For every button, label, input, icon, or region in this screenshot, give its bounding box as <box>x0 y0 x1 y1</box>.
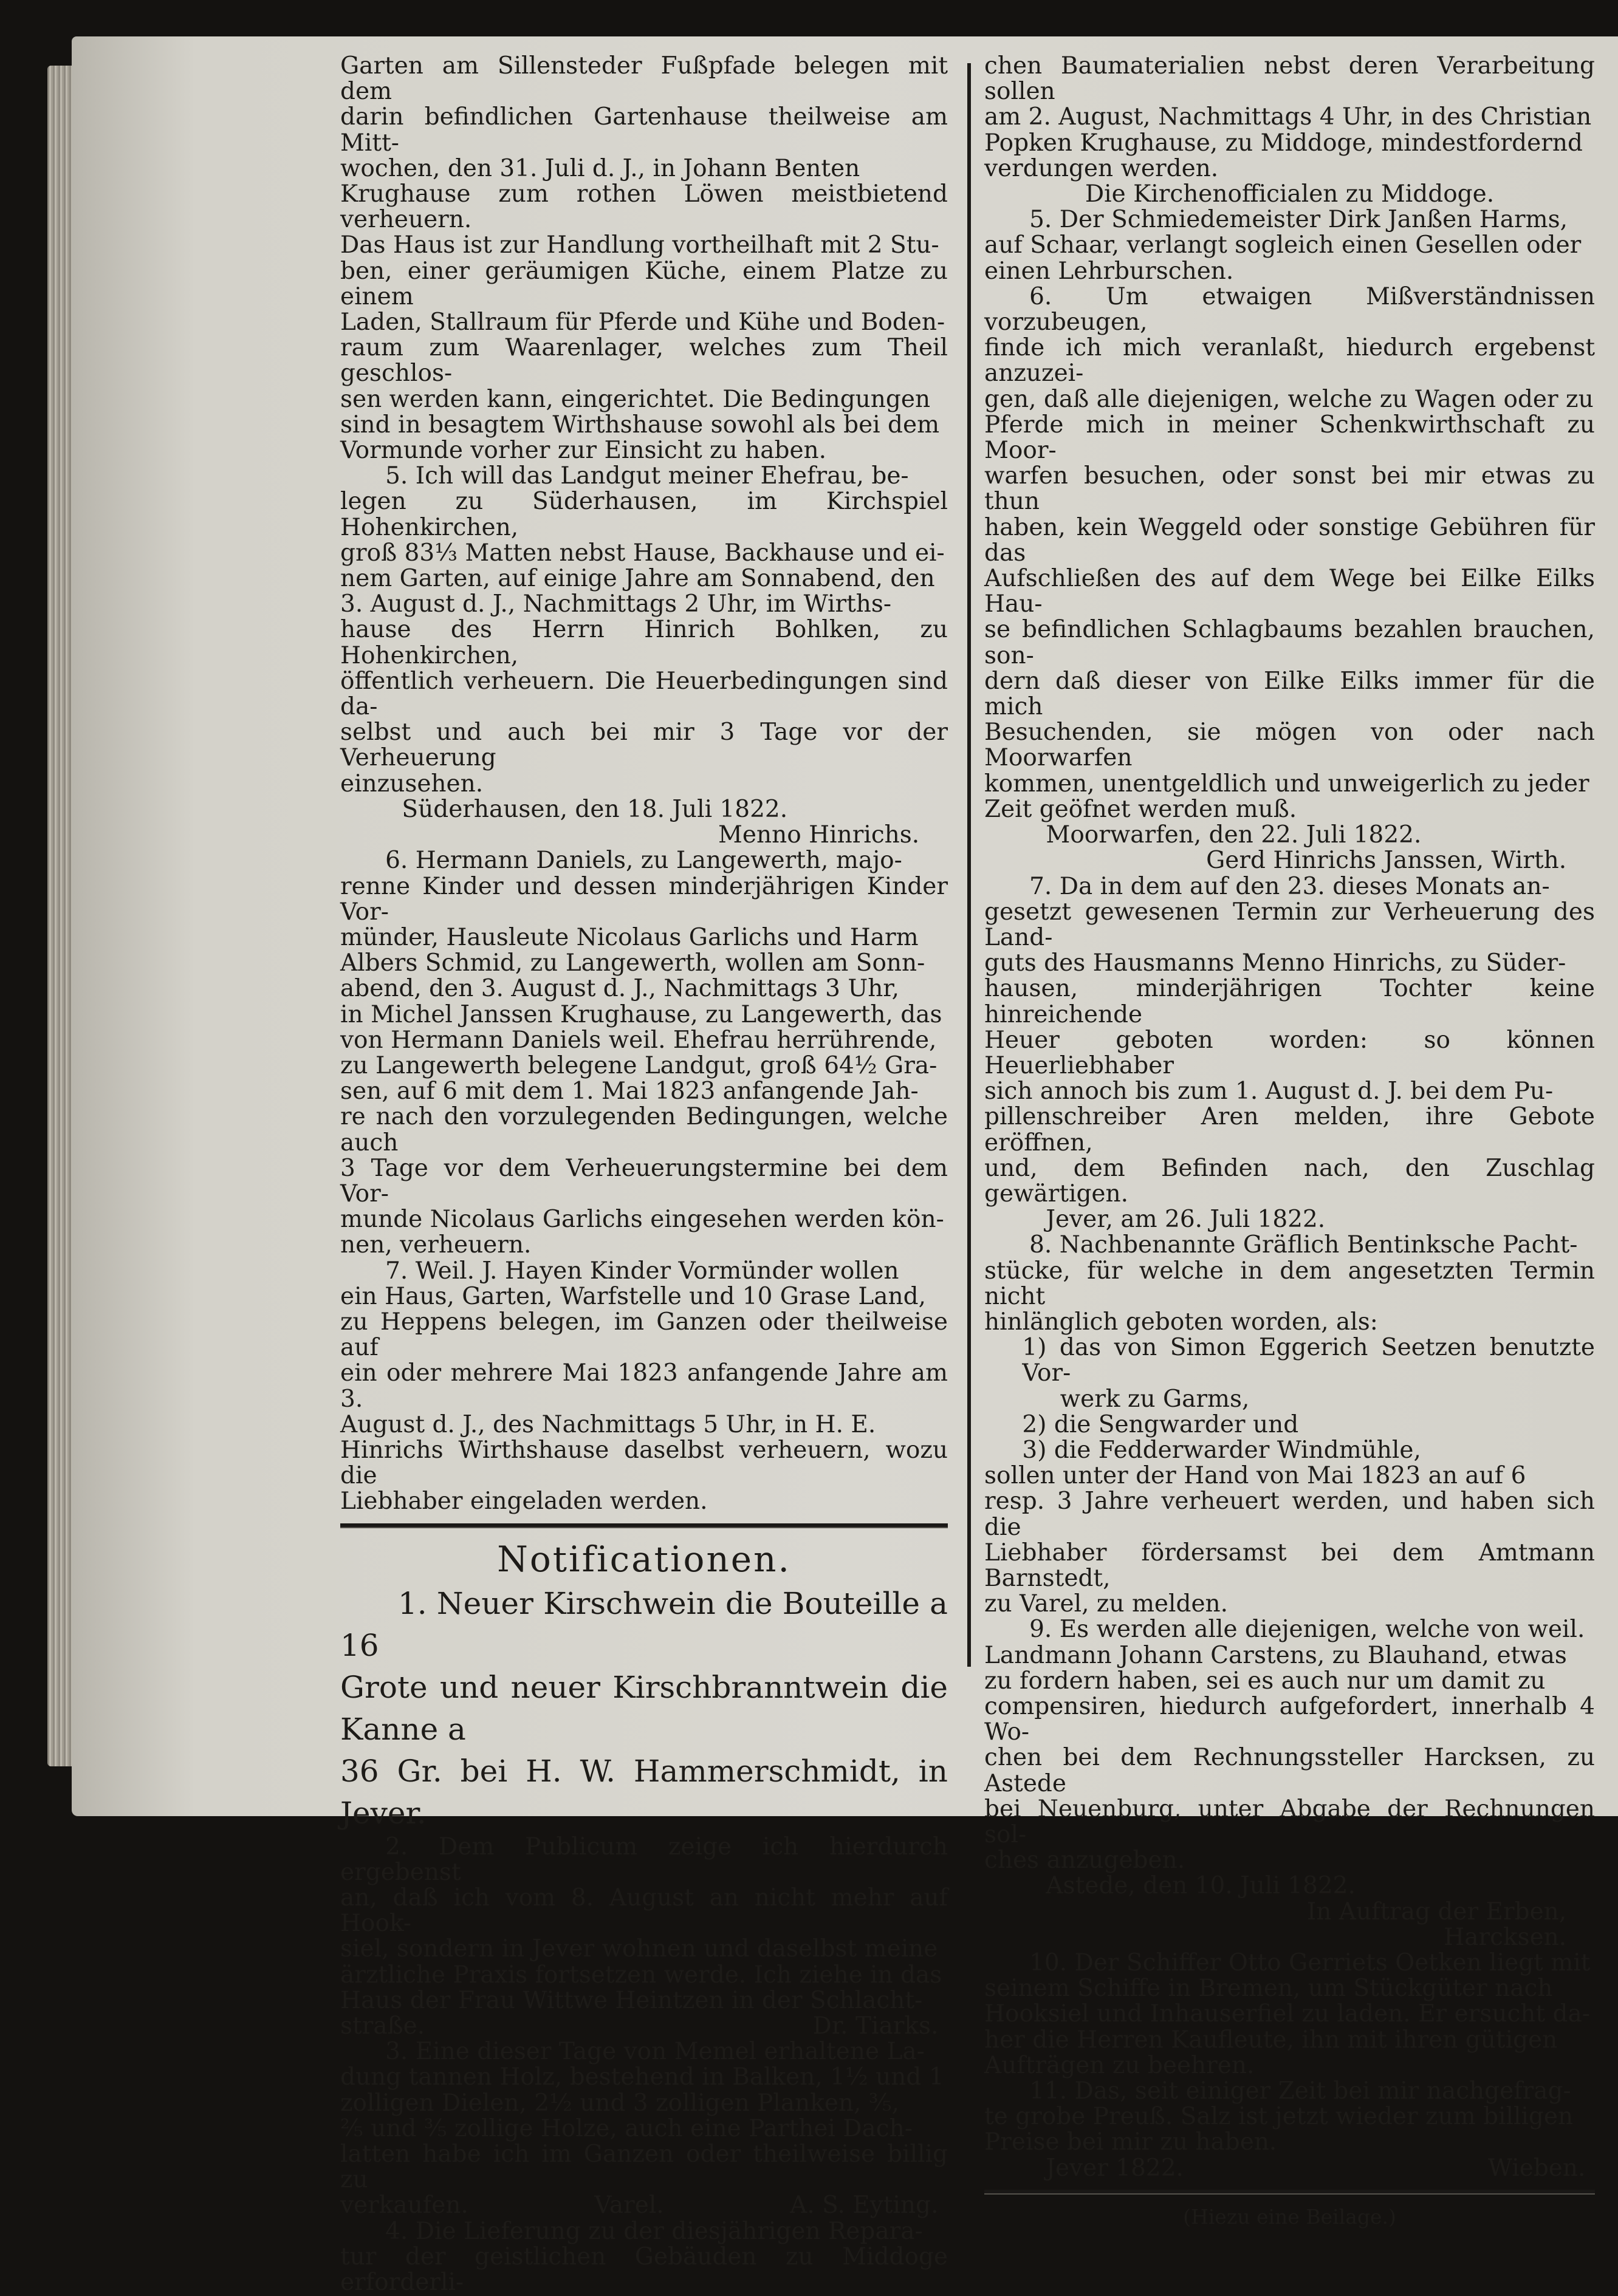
notification-11 <box>984 2079 1595 2156</box>
notification-7 <box>984 874 1595 1208</box>
notification-4-continuation <box>984 53 1595 182</box>
text-line: Garten am Sillensteder Fußpfade belegen mit dem <box>340 52 948 106</box>
text-line: Besuchenden, sie mögen von oder nach Moorwarfen <box>984 719 1595 772</box>
text-line: zu fordern haben, sei es auch nur um damit zu <box>984 1667 1546 1695</box>
text-line: hinlänglich geboten worden, als: <box>984 1308 1378 1336</box>
notification-9 <box>984 1617 1595 1873</box>
text-line: werk zu Garms, <box>1060 1385 1250 1413</box>
text-line: stücke, für welche in dem angesetzten Termin nicht <box>984 1257 1595 1310</box>
text-line: und, dem Befinden nach, den Zuschlag gewärtigen. <box>984 1154 1595 1208</box>
text-line: nem Garten, auf einige Jahre am Sonnabend, den <box>340 565 935 593</box>
notification-4-signature: Die Kirchenofficialen zu Middoge. <box>1085 180 1495 208</box>
text-line: hausen, minderjährigen Tochter keine hinreichende <box>984 975 1595 1028</box>
column-divider <box>967 63 971 1667</box>
text-line: Landmann Johann Carstens, zu Blauhand, etwas <box>984 1641 1567 1669</box>
section-rule <box>340 1523 948 1528</box>
notice-garden-continuation <box>340 53 948 463</box>
text-line: am 2. August, Nachmittags 4 Uhr, in des Christian <box>984 103 1592 131</box>
text-line: 5. Der Schmiedemeister Dirk Janßen Harms, <box>1029 206 1568 234</box>
text-line: Zeit geöfnet werden muß. <box>984 795 1297 823</box>
notification-2-closing <box>340 2014 948 2039</box>
notification-7-place-date: Jever, am 26. Juli 1822. <box>1046 1206 1326 1234</box>
supplement-note: (Hiezu eine Beilage.) <box>1183 2204 1396 2229</box>
text-line: gen, daß alle diejenigen, welche zu Wagen oder zu <box>984 385 1594 413</box>
text-line: 1) das von Simon Eggerich Seetzen benutzte Vor- <box>1022 1334 1595 1387</box>
text-line: Pferde mich in meiner Schenkwirthschaft zu Moor- <box>984 411 1595 465</box>
text-line: groß 83⅓ Matten nebst Hause, Backhause und ei- <box>340 539 945 567</box>
text-line: sen werden kann, eingerichtet. Die Bedingungen <box>340 385 931 413</box>
notification-6 <box>984 284 1595 822</box>
text-line: 7. Weil. J. Hayen Kinder Vormünder wollen <box>385 1257 899 1285</box>
text-line: Aufschließen des auf dem Wege bei Eilke Eilks Hau- <box>984 565 1595 618</box>
text-line: Aufträgen zu beehren. <box>984 2051 1255 2079</box>
text-line: re nach den vorzulegenden Bedingungen, welche auch <box>340 1103 948 1157</box>
text-line: zolligen Dielen, 2½ und 3 zolligen Planken, ⅗, <box>340 2089 900 2117</box>
text-line: Heuer geboten worden: so können Heuerliebhaber <box>984 1026 1595 1079</box>
footer-rule <box>984 2190 1595 2195</box>
text-line: zu Varel, zu melden. <box>984 1590 1229 1618</box>
text-line: kommen, unentgeldlich und unweigerlich zu jeder <box>984 770 1589 798</box>
text-line: 9. Es werden alle diejenigen, welche von weil. <box>1029 1616 1585 1644</box>
text-line: Krughause zum rothen Löwen meistbietend verheuern. <box>340 180 948 234</box>
notification-4 <box>340 2219 948 2296</box>
text-line: 3. Eine dieser Tage von Memel erhaltene La- <box>385 2038 925 2066</box>
text-line: ches anzugeben. <box>984 1847 1185 1874</box>
text-line: her die Herren Kaufleute, ihn mit ihren gütigen <box>984 2026 1558 2054</box>
text-line: raum zum Waarenlager, welches zum Theil geschlos- <box>340 334 948 388</box>
text-line: guts des Hausmanns Menno Hinrichs, zu Süder- <box>984 949 1566 977</box>
text-line: nen, verheuern. <box>340 1231 532 1259</box>
text-line: ein Haus, Garten, Warfstelle und 10 Grase Land, <box>340 1282 926 1310</box>
notification-2 <box>340 1834 948 2014</box>
text-line: finde ich mich veranlaßt, hiedurch ergebenst anzuzei- <box>984 334 1595 388</box>
text-line: hause des Herrn Hinrich Bohlken, zu Hohenkirchen, <box>340 616 948 669</box>
notification-10 <box>984 1950 1595 2079</box>
text-line: August d. J., des Nachmittags 5 Uhr, in H. E. <box>340 1410 876 1438</box>
right-column <box>984 53 1595 2232</box>
text-line: 6. Um etwaigen Mißverständnissen vorzubeugen, <box>984 282 1595 337</box>
text-line: dung tannen Holz, bestehend in Balken, 1½ und 1 <box>340 2063 944 2091</box>
text-line: legen zu Süderhausen, im Kirchspiel Hohenkirchen, <box>340 488 948 541</box>
text-line: münder, Hausleute Nicolaus Garlichs und Harm <box>340 923 919 951</box>
text-line: Hooksiel und Inhauserfiel zu laden. Er ersucht da- <box>984 2000 1590 2028</box>
text-line: 6. Hermann Daniels, zu Langewerth, majo- <box>385 847 902 875</box>
text-line: 5. Ich will das Landgut meiner Ehefrau, be- <box>385 462 909 490</box>
text-line: wochen, den 31. Juli d. J., in Johann Benten <box>340 154 860 182</box>
text-line: 7. Da in dem auf den 23. dieses Monats an- <box>1029 872 1550 900</box>
text-line: Laden, Stallraum für Pferde und Kühe und Boden- <box>340 309 945 337</box>
text-line: 36 Gr. bei H. W. Hammerschmidt, in Jever. <box>340 1753 948 1831</box>
text-line: Liebhaber fördersamst bei dem Amtmann Barnstedt, <box>984 1539 1595 1592</box>
text-line: abend, den 3. August d. J., Nachmittags 3 Uhr, <box>340 975 900 1003</box>
text-line: latten habe ich im Ganzen oder theilweise billig zu <box>340 2141 948 2194</box>
text-line: dern daß dieser von Eilke Eilks immer für die mich <box>984 667 1595 721</box>
text-line: ⅖ und ⅗ zollige Holze, auch eine Parthei Dach- <box>340 2114 913 2142</box>
notification-11-place: Jever 1822. <box>1046 2154 1184 2182</box>
text-line: sich annoch bis zum 1. August d. J. bei dem Pu- <box>984 1078 1554 1105</box>
text-line: zu Langewerth belegene Landgut, groß 64½ Gra- <box>340 1051 938 1079</box>
text-line: ein oder mehrere Mai 1823 anfangende Jahre am 3. <box>340 1359 948 1413</box>
text-line: Liebhaber eingeladen werden. <box>340 1488 708 1515</box>
notice-7 <box>340 1259 948 1515</box>
text-line: verdungen werden. <box>984 154 1219 182</box>
notification-1 <box>340 1583 948 1834</box>
notification-9-place-date: Astede, den 10. Juli 1822. <box>1046 1872 1356 1900</box>
notification-8-continuation <box>984 1463 1595 1617</box>
text-line: pillenschreiber Aren melden, ihre Gebote eröffnen, <box>984 1103 1595 1157</box>
text-line: munde Nicolaus Garlichs eingesehen werden kön- <box>340 1206 944 1234</box>
text-line: sind in besagtem Wirthshause sowohl als bei dem <box>340 411 940 439</box>
text-line: 3) die Fedderwarder Windmühle, <box>1022 1436 1421 1464</box>
text-line: an, daß ich vom 8. August an nicht mehr auf Hook- <box>340 1884 948 1938</box>
text-line: compensiren, hiedurch aufgefordert, innerhalb 4 Wo- <box>984 1693 1595 1746</box>
text-line: se befindlichen Schlagbaums bezahlen brauchen, son- <box>984 616 1595 669</box>
text-line: bei Neuenburg, unter Abgabe der Rechnungen sol- <box>984 1795 1595 1849</box>
notification-8 <box>984 1232 1595 1335</box>
notification-3-closing <box>340 2193 948 2218</box>
text-line: einzusehen. <box>340 770 484 798</box>
text-line: darin befindlichen Gartenhause theilweise am Mitt- <box>340 103 948 157</box>
text-line: 3 Tage vor dem Verheuerungstermine bei dem Vor- <box>340 1154 948 1208</box>
notification-11-signature: Wieben. <box>1487 2154 1586 2182</box>
text-line: Haus der Frau Wittwe Heintzen in der Schlacht- <box>340 1986 923 2014</box>
text-line: siel, sondern in Jever wohnen und daselbst meine <box>340 1935 938 1963</box>
text-line: 3. August d. J., Nachmittags 2 Uhr, im Wirths- <box>340 590 892 618</box>
text-line: Grote und neuer Kirschbranntwein die Kanne a <box>340 1669 948 1747</box>
notification-11-closing <box>984 2156 1595 2181</box>
text-line: te grobe Preuß. Salz ist jetzt wieder zum billigen <box>984 2103 1574 2131</box>
text-line: Albers Schmid, zu Langewerth, wollen am Sonn- <box>340 949 925 977</box>
text-line: Das Haus ist zur Handlung vortheilhaft mit 2 Stu- <box>340 231 939 259</box>
text-line: sen, auf 6 mit dem 1. Mai 1823 anfangende Jah- <box>340 1078 919 1105</box>
text-line: gesetzt gewesenen Termin zur Verheuerung des Land- <box>984 898 1595 951</box>
text-line: tur der geistlichen Gebäuden zu Middoge erforderli- <box>340 2243 948 2296</box>
text-line: 2. Dem Publicum zeige ich hierdurch ergebenst <box>340 1833 948 1886</box>
text-line: Vormunde vorher zur Einsicht zu haben. <box>340 437 827 465</box>
text-line: Popken Krughause, zu Middoge, mindestfordernd <box>984 129 1583 157</box>
text-line: chen Baumaterialien nebst deren Verarbeitung sollen <box>984 52 1595 106</box>
notice-5-place-date: Süderhausen, den 18. Juli 1822. <box>402 795 788 823</box>
notification-8-items <box>984 1335 1595 1463</box>
text-line: auf Schaar, verlangt sogleich einen Gesellen oder <box>984 231 1582 259</box>
notification-9-signature-line-2: Harcksen. <box>1444 1923 1567 1951</box>
notification-3-last-word: verkaufen. <box>340 2192 468 2219</box>
text-line: ben, einer geräumigen Küche, einem Platze zu einem <box>340 257 948 310</box>
notification-6-signature: Gerd Hinrichs Janssen, Wirth. <box>1206 847 1567 875</box>
notice-5 <box>340 463 948 797</box>
notification-2-last-word: straße. <box>340 2012 425 2040</box>
notice-6 <box>340 848 948 1258</box>
text-line: Preise bei mir zu haben. <box>984 2128 1277 2156</box>
text-line: 2) die Sengwarder und <box>1022 1410 1299 1438</box>
text-line: von Hermann Daniels weil. Ehefrau herrührende, <box>340 1026 937 1054</box>
notification-3-signature: A. S. Eyting. <box>790 2192 939 2219</box>
text-line: warfen besuchen, oder sonst bei mir etwas zu thun <box>984 462 1595 516</box>
notification-6-place-date: Moorwarfen, den 22. Juli 1822. <box>1046 821 1422 849</box>
text-line: seinem Schiffe in Bremen, um Stückgüter nach <box>984 1975 1553 2003</box>
text-line: sollen unter der Hand von Mai 1823 an auf 6 <box>984 1462 1526 1490</box>
notification-5 <box>984 207 1595 284</box>
text-line: renne Kinder und dessen minderjährigen Kinder Vor- <box>340 872 948 926</box>
text-line: öffentlich verheuern. Die Heuerbedingungen sind da- <box>340 667 948 721</box>
text-line: chen bei dem Rechnungssteller Harcksen, zu Astede <box>984 1744 1595 1797</box>
notification-9-signature-line-1: In Auftrag der Erben, <box>1306 1898 1567 1925</box>
text-line: 4. Die Lieferung zu der diesjährigen Repara- <box>385 2217 923 2245</box>
notification-2-signature: Dr. Tiarks. <box>812 2012 939 2040</box>
text-line: Hinrichs Wirthshause daselbst verheuern, wozu die <box>340 1436 948 1490</box>
text-line: selbst und auch bei mir 3 Tage vor der Verheuerung <box>340 719 948 772</box>
section-heading: Notificationen. <box>497 1538 791 1580</box>
text-line: zu Heppens belegen, im Ganzen oder theilweise auf <box>340 1308 948 1362</box>
text-line: resp. 3 Jahre verheuert werden, und haben sich die <box>984 1488 1595 1541</box>
text-line: ärztliche Praxis fortsetzen werde. Ich ziehe in das <box>340 1961 942 1989</box>
text-line: 10. Der Schiffer Otto Gerriets Oetken liegt mit <box>1029 1949 1591 1977</box>
text-line: 1. Neuer Kirschwein die Bouteille a 16 <box>340 1585 948 1663</box>
text-line: in Michel Janssen Krughause, zu Langewerth, das <box>340 1000 942 1028</box>
notification-3-place: Varel. <box>594 2192 664 2219</box>
left-column <box>340 53 948 2295</box>
text-line: 8. Nachbenannte Gräflich Bentinksche Pacht- <box>1029 1231 1578 1259</box>
text-line: haben, kein Weggeld oder sonstige Gebühren für das <box>984 513 1595 567</box>
notice-5-signature: Menno Hinrichs. <box>718 821 920 849</box>
notification-3 <box>340 2039 948 2193</box>
text-line: 11. Das, seit einiger Zeit bei mir nachgefrag- <box>1029 2077 1571 2105</box>
text-line: einen Lehrburschen. <box>984 257 1234 285</box>
